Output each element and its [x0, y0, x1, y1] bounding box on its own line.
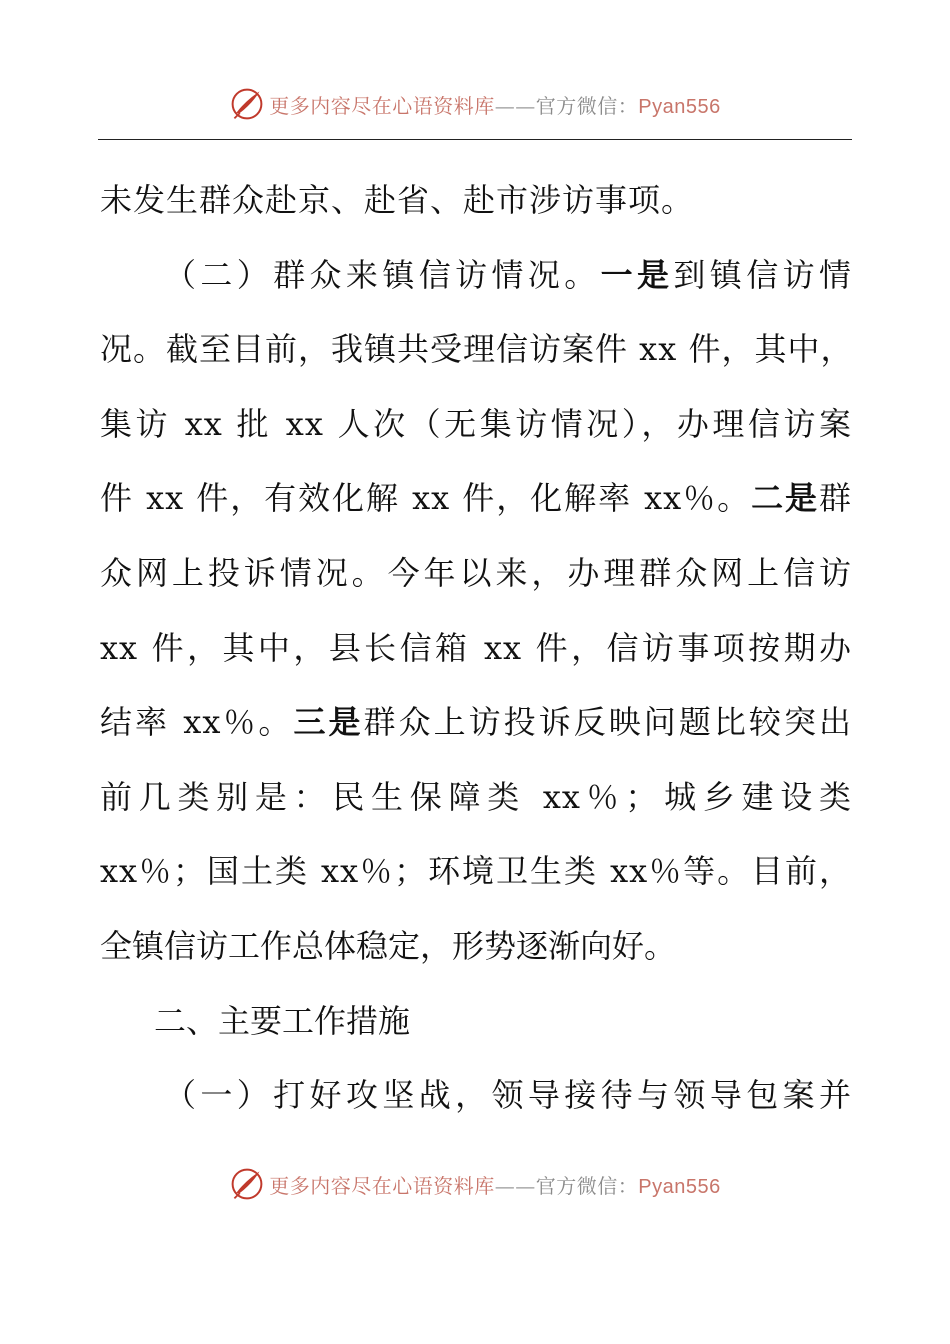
banner-wechat-id: Pyan556 — [638, 95, 721, 118]
text-line: xx％；国土类 xx％；环境卫生类 xx％等。目前， — [100, 852, 852, 891]
text-line: 前几类别是：民生保障类 xx％；城乡建设类 — [100, 777, 852, 816]
banner-dash: —— — [494, 1173, 536, 1198]
footer-banner-text — [269, 1170, 720, 1199]
text-line: 众网上投诉情况。今年以来，办理群众网上信访 — [100, 553, 852, 592]
banner-wechat-label: 官方微信： — [535, 1173, 639, 1198]
quill-pen-logo-icon — [229, 86, 265, 122]
header-banner-text — [269, 90, 720, 119]
banner-wechat-id: Pyan556 — [638, 1175, 721, 1198]
text-line: 况。截至目前，我镇共受理信访案件 xx 件，其中， — [100, 330, 854, 369]
text-line: 集访 xx 批 xx 人次（无集访情况），办理信访案 — [100, 404, 852, 443]
text-line: 全镇信访工作总体稳定，形势逐渐向好。 — [100, 926, 677, 965]
banner-main-text: 更多内容尽在心语资料库 — [269, 1173, 495, 1198]
footer-banner — [0, 1166, 950, 1202]
text-line: 未发生群众赴京、赴省、赴市涉访事项。 — [100, 181, 695, 219]
text-line: xx 件，其中，县长信箱 xx 件，信访事项按期办 — [100, 628, 852, 667]
quill-pen-logo-icon — [229, 1166, 265, 1202]
document-body — [100, 168, 852, 1138]
text-line: 结率 xx％。三是群众上访投诉反映问题比较突出 — [100, 703, 852, 742]
section-heading: 二、主要工作措施 — [154, 1001, 411, 1040]
banner-wechat-label: 官方微信： — [535, 93, 639, 118]
text-line: （一）打好攻坚战，领导接待与领导包案并 — [164, 1076, 852, 1115]
text-line: 件 xx 件，有效化解 xx 件，化解率 xx％。二是群 — [100, 479, 852, 518]
banner-dash: —— — [494, 93, 536, 118]
header-banner — [0, 86, 950, 122]
text-line: （二）群众来镇信访情况。一是到镇信访情 — [164, 255, 852, 294]
header-rule — [98, 139, 852, 140]
banner-main-text: 更多内容尽在心语资料库 — [269, 93, 495, 118]
